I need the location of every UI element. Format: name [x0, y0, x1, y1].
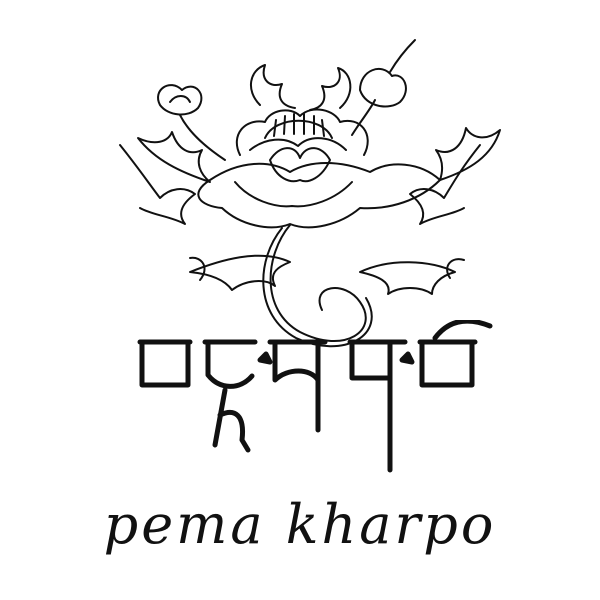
tibetan-script-icon [120, 320, 500, 485]
lotus-icon [60, 10, 540, 350]
caption-text: pema kharpo [103, 493, 497, 556]
